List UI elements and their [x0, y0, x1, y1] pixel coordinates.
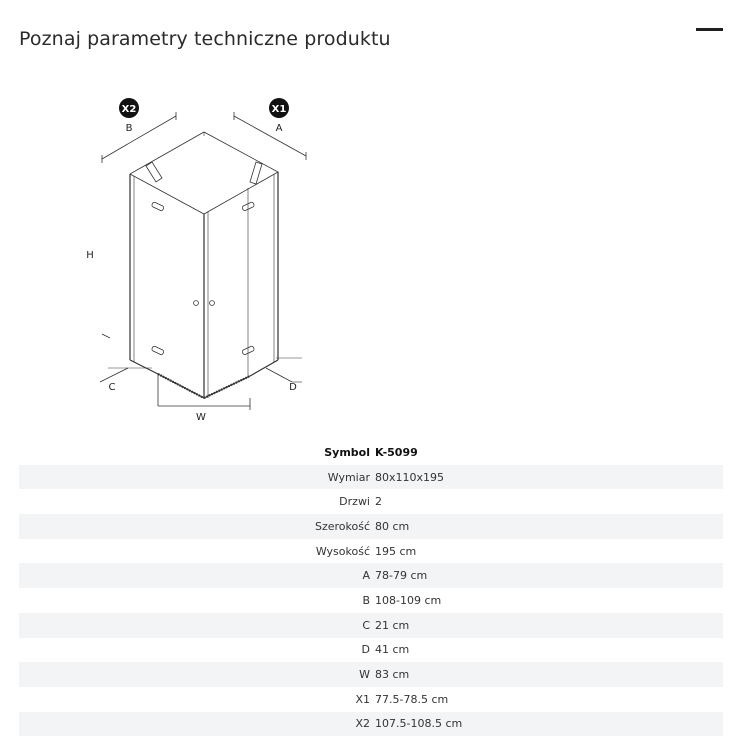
- spec-key: Symbol: [324, 445, 370, 459]
- spec-value: 2: [375, 495, 382, 509]
- spec-value: 77.5-78.5 cm: [375, 692, 449, 706]
- spec-value: 80x110x195: [375, 465, 723, 490]
- shower-dimensions-diagram: [80, 92, 320, 432]
- table-row: [19, 638, 723, 663]
- spec-key: W: [19, 662, 375, 687]
- spec-key: Wysokość: [315, 544, 370, 558]
- x1-badge: [269, 98, 289, 118]
- spec-value: K-5099: [375, 445, 418, 459]
- spec-value: 108-109 cm: [375, 593, 442, 607]
- table-row: [19, 465, 723, 490]
- spec-key: Wymiar: [19, 465, 375, 490]
- dimension-line-a: [234, 116, 306, 156]
- spec-value: 107.5-108.5 cm: [375, 712, 723, 737]
- spec-value: 195 cm: [375, 544, 417, 558]
- spec-value: 41 cm: [375, 643, 410, 657]
- table-row: [19, 662, 723, 687]
- table-row: [19, 440, 723, 465]
- label-d: D: [289, 382, 297, 393]
- label-c: C: [108, 382, 116, 393]
- spec-value: 21 cm: [375, 613, 723, 638]
- spec-key: A: [19, 563, 375, 588]
- spec-key: C: [19, 613, 375, 638]
- label-h: H: [86, 250, 94, 261]
- spec-key: X1: [355, 692, 370, 706]
- specs-table: [19, 440, 723, 736]
- table-row: [19, 539, 723, 564]
- dimension-line-b: [102, 116, 176, 159]
- table-row: [19, 514, 723, 539]
- svg-text:X2: X2: [121, 104, 137, 115]
- label-a: A: [275, 123, 283, 134]
- table-row: [19, 563, 723, 588]
- table-row: [19, 588, 723, 613]
- table-row: [19, 687, 723, 712]
- spec-key: B: [362, 593, 370, 607]
- spec-key: D: [361, 643, 370, 657]
- spec-key: Szerokość: [19, 514, 375, 539]
- label-w: W: [196, 412, 206, 423]
- spec-value: 80 cm: [375, 514, 723, 539]
- spec-key: Drzwi: [339, 495, 370, 509]
- table-row: [19, 712, 723, 737]
- table-row: [19, 489, 723, 514]
- svg-text:X1: X1: [271, 104, 287, 115]
- spec-value: 83 cm: [375, 662, 723, 687]
- spec-key: X2: [19, 712, 375, 737]
- label-b: B: [125, 123, 133, 134]
- section-title: Poznaj parametry techniczne produktu: [19, 28, 391, 50]
- x2-badge: [119, 98, 139, 118]
- spec-value: 78-79 cm: [375, 563, 723, 588]
- table-row: [19, 613, 723, 638]
- minus-icon[interactable]: [696, 28, 723, 31]
